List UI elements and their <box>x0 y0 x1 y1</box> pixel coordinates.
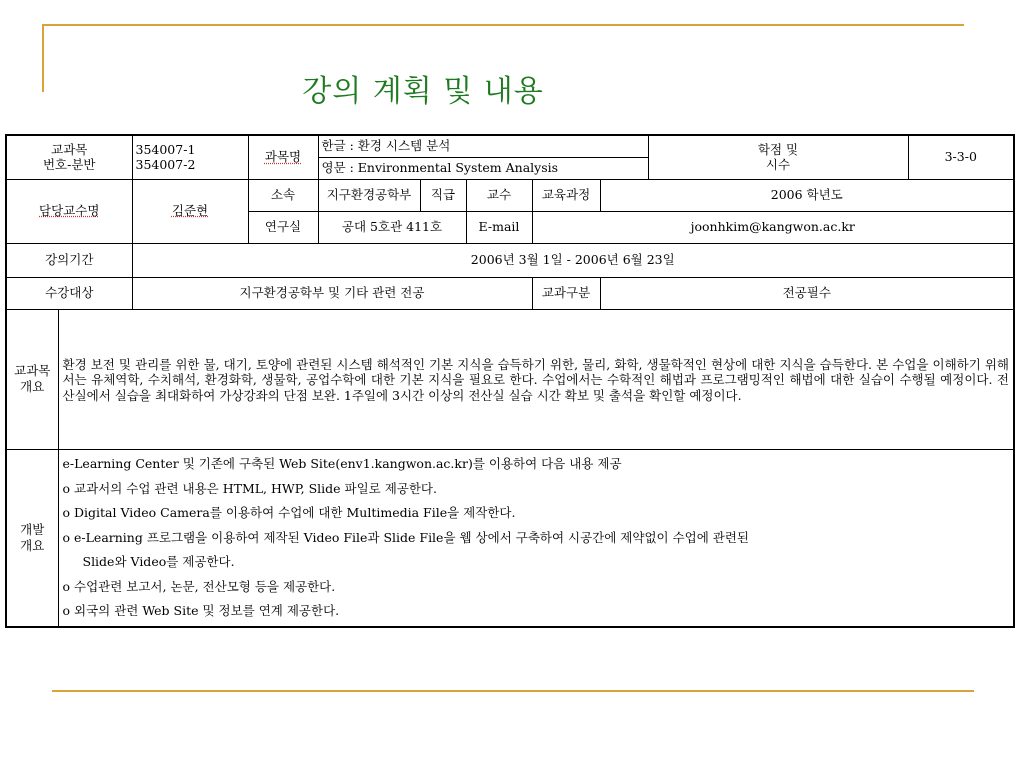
decorative-bottom-line <box>52 690 974 692</box>
overview-text: 환경 보전 및 관리를 위한 물, 대기, 토양에 관련된 시스템 해석적인 기본 지식을 습득하기 위한, 물리, 화학, 생물학적인 현상에 대한 지식을 습득한다. 본 수업을 이해하기 위해서는 유체역학, 수치해석, 환경화학, 생물학, 공업수학에 대한 기본 지식을 필요로 한다. 수업에서는 수학적인 해법과 프로그램밍적인 해법에 대한 실습이 수행될 예정이다. 전산실에서 실습을 최대화하여 가상강좌의 단점 보완. 1주일에 3시간 이상의 전산실 실습 시간 확보 및 출석을 확인할 예정이다. <box>58 309 1014 449</box>
table-row <box>6 309 1014 449</box>
table-row <box>6 179 1014 211</box>
period-label: 강의기간 <box>6 243 132 277</box>
list-item: e-Learning Center 및 기존에 구축된 Web Site(env1.kangwon.ac.kr)를 이용하여 다음 내용 제공 <box>62 456 622 471</box>
curriculum-label: 교육과정 <box>532 179 600 211</box>
target-value: 지구환경공학부 및 기타 관련 전공 <box>132 277 532 309</box>
instructor-value: 김준현 <box>132 179 248 243</box>
curriculum-value: 2006 학년도 <box>600 179 1014 211</box>
category-value: 전공필수 <box>600 277 1014 309</box>
instructor-label: 담당교수명 <box>6 179 132 243</box>
position-label: 직급 <box>420 179 466 211</box>
course-plan-table <box>5 134 1015 628</box>
development-list <box>58 449 1014 627</box>
office-value: 공대 5호관 411호 <box>318 211 466 243</box>
decorative-top-line <box>42 24 964 26</box>
affiliation-value: 지구환경공학부 <box>318 179 420 211</box>
course-name-english: 영문 : Environmental System Analysis <box>318 157 648 179</box>
course-name-label: 과목명 <box>248 135 318 179</box>
list-item: o 교과서의 수업 관련 내용은 HTML, HWP, Slide 파일로 제공한다. <box>62 480 437 496</box>
list-item: o Digital Video Camera를 이용하여 수업에 대한 Multimedia File을 제작한다. <box>62 505 516 520</box>
period-value: 2006년 3월 1일 - 2006년 6월 23일 <box>132 243 1014 277</box>
list-item: o 수업관련 보고서, 논문, 전산모형 등을 제공한다. <box>62 578 336 594</box>
course-number-values: 354007-1 354007-2 <box>132 135 248 179</box>
table-row <box>6 277 1014 309</box>
list-item: o e-Learning 프로그램을 이용하여 제작된 Video File과 Slide File을 웹 상에서 구축하여 시공간에 제약없이 수업에 관련된 <box>62 529 749 545</box>
overview-label: 교과목 개요 <box>6 309 58 449</box>
course-number-label: 교과목 번호-분반 <box>6 135 132 179</box>
office-label: 연구실 <box>248 211 318 243</box>
page-title: 강의 계획 및 내용 <box>302 74 544 109</box>
category-label: 교과구분 <box>532 277 600 309</box>
target-label: 수강대상 <box>6 277 132 309</box>
course-name-korean: 한글 : 환경 시스템 분석 <box>318 135 648 157</box>
credits-label: 학점 및 시수 <box>648 135 908 179</box>
development-label: 개발 개요 <box>6 449 58 627</box>
email-value: joonhkim@kangwon.ac.kr <box>532 211 1014 243</box>
table-row <box>6 449 1014 627</box>
credits-value: 3-3-0 <box>908 135 1014 179</box>
table-row <box>6 135 1014 157</box>
table-row <box>6 243 1014 277</box>
position-value: 교수 <box>466 179 532 211</box>
list-item: Slide와 Video를 제공한다. <box>82 554 235 569</box>
list-item: o 외국의 관련 Web Site 및 정보를 연계 제공한다. <box>62 603 340 618</box>
email-label: E-mail <box>466 211 532 243</box>
affiliation-label: 소속 <box>248 179 318 211</box>
